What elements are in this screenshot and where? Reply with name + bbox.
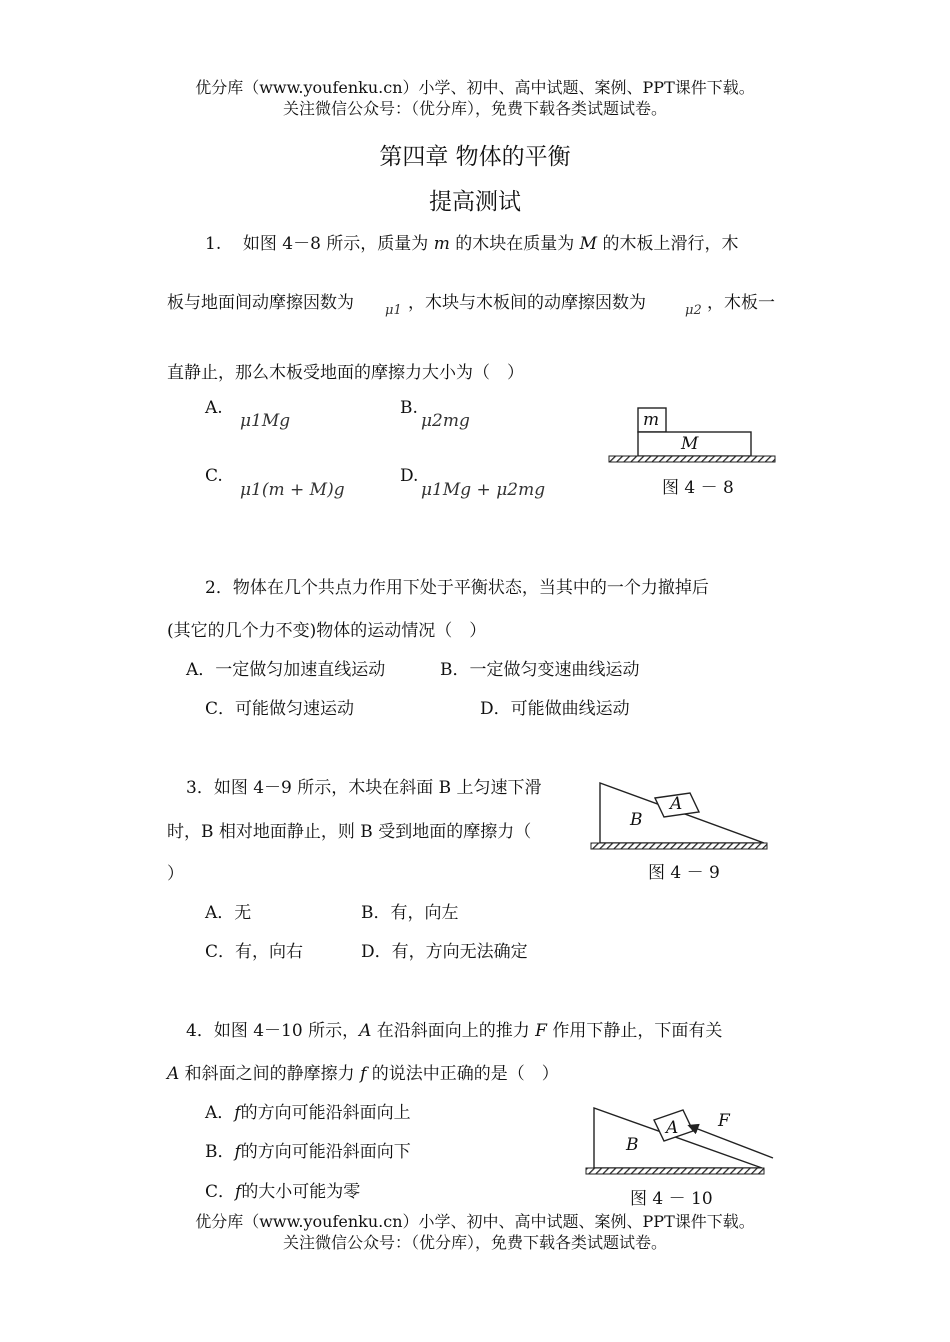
q4-text-e: 的说法中正确的是（ ） (366, 1064, 559, 1084)
q4-option-c-var-f: f (235, 1182, 242, 1202)
q1-line-2-b: ，木块与木板间的动摩擦因数为 (408, 293, 646, 313)
q4-option-c-text: 的大小可能为零 (241, 1182, 361, 1202)
figure-4-8-label-M: M (681, 434, 699, 454)
figure-4-9-label-B: B (630, 810, 643, 830)
q1-text-a: 如图 4－8 所示，质量为 (242, 234, 434, 254)
q4-var-F: F (535, 1021, 547, 1041)
q1-line-2-c: ，木板一 (707, 293, 775, 313)
q1-option-d: μ1Mg + μ2mg (421, 480, 546, 500)
q2-option-a: A．一定做匀加速直线运动 (186, 660, 386, 680)
header-line-1: 优分库（www.youfenku.cn）小学、初中、高中试题、案例、PPT课件下载。 (195, 78, 755, 97)
q4-option-a-label: A． (205, 1103, 235, 1123)
q4-text-a: 4．如图 4－10 所示， (186, 1021, 360, 1041)
q1-option-b-label: B. (400, 398, 418, 418)
q1-line-1 (205, 229, 738, 254)
q1-option-d-label: D. (400, 466, 419, 486)
q4-var-f: f (360, 1064, 367, 1084)
figure-4-9-caption: 图 4 － 9 (648, 863, 720, 883)
q1-text-c: 的木板上滑行，木 (597, 234, 739, 254)
footer-line-1: 优分库（www.youfenku.cn）小学、初中、高中试题、案例、PPT课件下载。 (195, 1212, 755, 1231)
q4-var-A-2: A (167, 1064, 180, 1084)
section-title: 提高测试 (429, 189, 521, 215)
q1-option-a: μ1Mg (240, 411, 291, 431)
q1-option-c: μ1(m + M)g (240, 480, 345, 500)
q4-option-c (205, 1177, 360, 1202)
q3-line-3: ） (167, 864, 184, 884)
q2-option-c: C．可能做匀速运动 (205, 699, 355, 719)
q4-option-b-label: B． (205, 1142, 235, 1162)
q4-text-b: 在沿斜面向上的推力 (371, 1021, 536, 1041)
figure-4-10-label-B: B (626, 1135, 639, 1155)
q1-number: 1. (205, 234, 222, 254)
q3-option-b: B．有，向左 (361, 903, 459, 923)
q4-option-a-var-f: f (234, 1103, 241, 1123)
q1-option-c-label: C. (205, 466, 223, 486)
ground-hatch (591, 843, 767, 849)
q4-option-b-text: 的方向可能沿斜面向下 (240, 1142, 411, 1162)
figure-4-9-label-A: A (670, 794, 683, 814)
chapter-title: 第四章 物体的平衡 (379, 144, 571, 170)
q4-option-c-label: C． (205, 1182, 236, 1202)
figure-4-8-caption: 图 4 － 8 (662, 478, 734, 498)
q2-line-1: 2．物体在几个共点力作用下处于平衡状态，当其中的一个力撤掉后 (205, 578, 709, 598)
q1-line-2-a: 板与地面间动摩擦因数为 (167, 293, 354, 313)
q3-line-2: 时，B 相对地面静止，则 B 受到地面的摩擦力（ (167, 822, 532, 842)
q4-line-2 (167, 1059, 559, 1084)
q1-option-a-label: A. (205, 398, 223, 418)
q1-option-b: μ2mg (421, 411, 470, 431)
figure-4-8-label-m: m (643, 410, 660, 430)
figure-4-10 (584, 1100, 784, 1180)
q1-mu1-symbol: μ1 (385, 303, 402, 318)
q4-line-1 (186, 1016, 722, 1041)
ground-hatch (609, 456, 775, 462)
q3-option-c: C．有，向右 (205, 942, 304, 962)
q4-var-A: A (359, 1021, 372, 1041)
q2-option-d: D．可能做曲线运动 (480, 699, 630, 719)
q1-line-3: 直静止，那么木板受地面的摩擦力大小为（ ） (167, 363, 524, 383)
q4-option-b-var-f: f (234, 1142, 241, 1162)
q3-line-1: 3．如图 4－9 所示，木块在斜面 B 上匀速下滑 (186, 778, 542, 798)
q4-option-a-text: 的方向可能沿斜面向上 (240, 1103, 411, 1123)
q2-line-2: (其它的几个力不变)物体的运动情况（ ） (167, 621, 487, 641)
q4-option-a (205, 1098, 411, 1123)
q1-text-b: 的木块在质量为 (449, 234, 580, 254)
ground-hatch (586, 1168, 764, 1174)
q1-var-m: m (433, 234, 450, 254)
figure-4-10-label-A: A (666, 1118, 679, 1138)
q1-var-M: M (579, 234, 598, 254)
figure-4-10-caption: 图 4 － 10 (630, 1189, 713, 1209)
q3-option-d: D．有，方向无法确定 (361, 942, 528, 962)
header-line-2: 关注微信公众号：（优分库），免费下载各类试题试卷。 (282, 99, 667, 118)
q1-mu2-symbol: μ2 (685, 303, 702, 318)
q4-text-d: 和斜面之间的静摩擦力 (179, 1064, 361, 1084)
q4-text-c: 作用下静止，下面有关 (546, 1021, 723, 1041)
footer-line-2: 关注微信公众号：（优分库），免费下载各类试题试卷。 (282, 1233, 667, 1252)
figure-4-10-label-F: F (718, 1111, 730, 1131)
q4-option-b (205, 1137, 411, 1162)
figure-4-9 (590, 780, 770, 852)
q2-option-b: B．一定做匀变速曲线运动 (440, 660, 640, 680)
q3-option-a: A．无 (205, 903, 252, 923)
